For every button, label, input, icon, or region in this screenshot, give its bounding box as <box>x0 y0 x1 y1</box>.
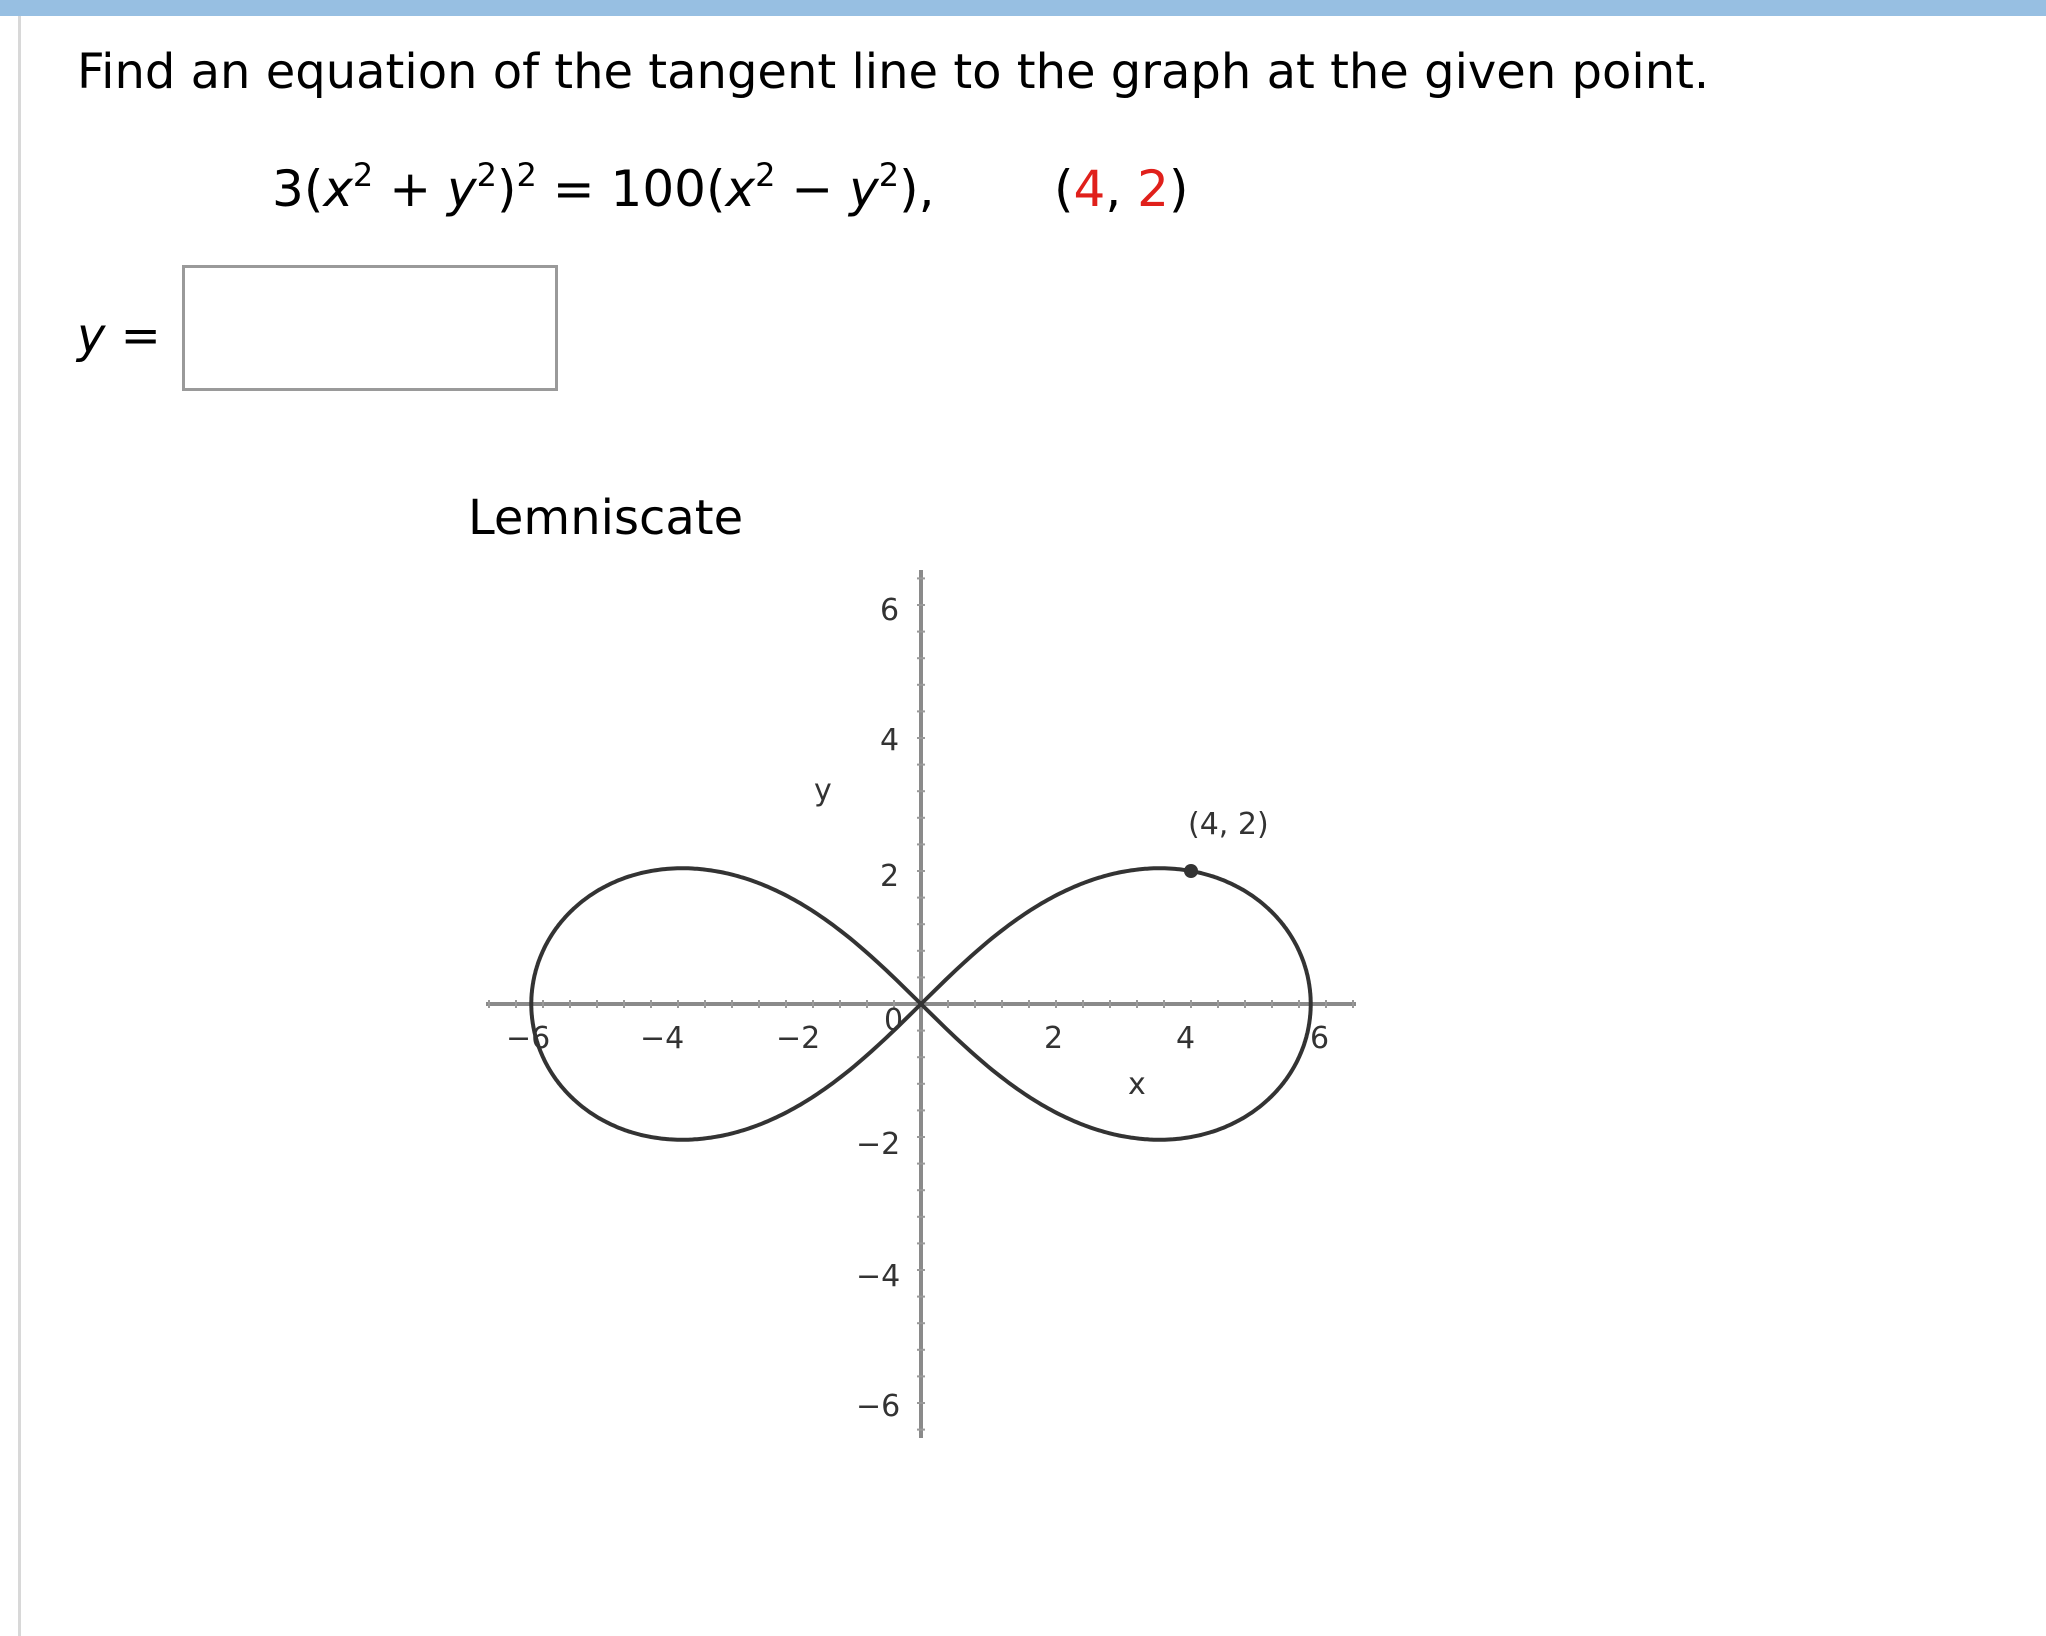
question-prompt: Find an equation of the tangent line to the graph at the given point. <box>77 44 1710 100</box>
eq-exp: 2 <box>352 156 374 194</box>
eq-equals: = <box>552 160 595 218</box>
eq-paren-close: ) <box>899 160 919 218</box>
point-sep: , <box>1105 160 1138 218</box>
point-open: ( <box>1054 160 1074 218</box>
x-tick-label: 0 <box>884 1003 904 1038</box>
point-y: 2 <box>1137 160 1169 218</box>
eq-minus: − <box>791 160 834 218</box>
y-tick-label: 6 <box>880 593 900 628</box>
y-axis-label: y <box>814 773 832 808</box>
eq-y: y <box>447 160 477 218</box>
marked-point <box>1184 864 1198 878</box>
eq-y: y <box>849 160 879 218</box>
eq-plus: + <box>389 160 432 218</box>
x-axis-label: x <box>1128 1067 1146 1102</box>
eq-paren-open: ( <box>705 160 726 218</box>
eq-exp: 2 <box>476 156 497 194</box>
eq-comma: , <box>918 160 935 218</box>
eq-x: x <box>323 160 353 218</box>
answer-label-eq: = <box>120 308 161 364</box>
y-tick-label: −4 <box>856 1259 901 1294</box>
eq-exp: 2 <box>878 156 900 194</box>
x-tick-label: 6 <box>1310 1021 1330 1056</box>
x-tick-label: 4 <box>1176 1021 1196 1056</box>
eq-coef-left: 3 <box>272 160 304 218</box>
eq-paren-close: ) <box>496 160 517 218</box>
eq-coef-right: 100 <box>610 160 706 218</box>
y-tick-label: 2 <box>880 859 900 894</box>
answer-label-var: y <box>77 308 106 364</box>
point-close: ) <box>1168 160 1189 218</box>
eq-exp: 2 <box>516 156 537 194</box>
eq-x: x <box>725 160 756 218</box>
x-tick-label: −4 <box>640 1021 685 1056</box>
x-tick-label: 2 <box>1044 1021 1064 1056</box>
eq-exp: 2 <box>755 156 776 194</box>
point-x: 4 <box>1073 160 1106 218</box>
y-tick-label: −2 <box>856 1127 901 1162</box>
eq-paren-open: ( <box>303 160 324 218</box>
y-tick-label: −6 <box>856 1389 901 1424</box>
x-tick-label: −2 <box>776 1021 821 1056</box>
x-tick-label: −6 <box>506 1021 551 1056</box>
graph-title: Lemniscate <box>468 490 744 546</box>
y-tick-label: 4 <box>880 723 900 758</box>
point-label: (4, 2) <box>1188 807 1269 842</box>
